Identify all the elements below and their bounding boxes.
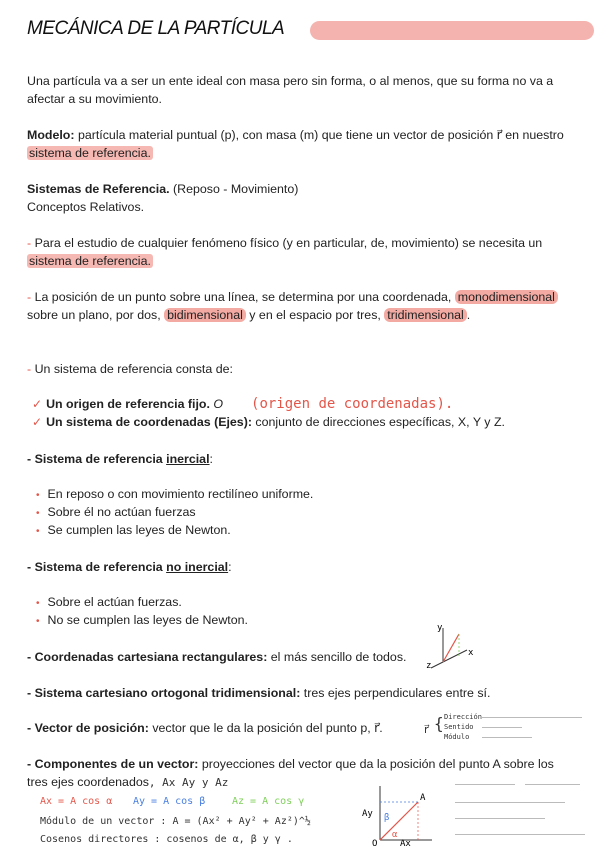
list-item-text: Sobre el actúan fuerzas. — [47, 595, 182, 609]
check-item-origen — [32, 395, 453, 413]
scribble-line — [455, 834, 585, 835]
bullet-icon: • — [36, 508, 40, 519]
estudio-text: Para el estudio de cualquier fenómeno físico (y en particular, de, movimiento) se necesita un — [34, 236, 543, 250]
origin-label: O — [372, 839, 378, 846]
modelo-paragraph — [27, 126, 572, 162]
consta-line — [27, 360, 572, 378]
check-ejes-text: conjunto de direcciones específicas, X, Y y Z. — [251, 415, 505, 429]
y-label: y — [437, 623, 443, 633]
list-item-text: Sobre él no actúan fuerzas — [47, 505, 196, 519]
check-item-ejes — [32, 413, 505, 431]
noinercial-heading — [27, 558, 572, 576]
sistemas-label: Sistemas de Referencia. — [27, 182, 170, 196]
posicion-text2: sobre un plano, por dos, — [27, 308, 165, 322]
components-diagram — [360, 780, 450, 846]
beta-label: β — [384, 813, 390, 823]
list-item — [36, 503, 196, 523]
page-title: MECÁNICA DE LA PARTÍCULA — [27, 18, 285, 39]
inercial-post: : — [209, 452, 213, 466]
componentes-handwritten: , Ax Ay y Az — [148, 776, 229, 789]
estudio-paragraph — [27, 234, 572, 270]
noinercial-underlined: no inercial — [166, 560, 229, 574]
consta-text: Un sistema de referencia consta de: — [34, 362, 233, 376]
check-icon: ✓ — [32, 415, 43, 429]
estudio-dash: - — [27, 236, 35, 250]
posicion-text1: La posición de un punto sobre una línea, se determina por una coordenada, — [34, 290, 455, 304]
formula-cosenos: Cosenos directores : cosenos de α, β y γ . — [40, 834, 293, 845]
brace-icon: { — [434, 714, 444, 733]
coord-text: el más sencillo de todos. — [267, 650, 407, 664]
list-item-text: Se cumplen las leyes de Newton. — [47, 523, 231, 537]
vector-text: vector que le da la posición del punto p, r⃗. — [148, 721, 383, 735]
inercial-heading — [27, 450, 572, 468]
scribble-line — [525, 784, 580, 785]
orto-label: - Sistema cartesiano ortogonal tridimensional: — [27, 686, 301, 700]
posicion-text3: y en el espacio por tres, — [245, 308, 385, 322]
componentes-label: - Componentes de un vector: — [27, 757, 199, 771]
posicion-paragraph — [27, 288, 572, 324]
list-item — [36, 485, 313, 505]
highlight-monodimensional: monodimensional — [455, 290, 558, 304]
scribble-line — [482, 737, 532, 738]
list-item — [36, 593, 182, 613]
bullet-icon: • — [36, 598, 40, 609]
coord-label: - Coordenadas cartesiana rectangulares: — [27, 650, 268, 664]
sistemas-paren: (Reposo - Movimiento) — [169, 182, 299, 196]
check-origen-label: Un origen de referencia fijo. — [46, 397, 214, 411]
list-item-text: En reposo o con movimiento rectilíneo uniforme. — [47, 487, 314, 501]
direccion-label: Dirección — [444, 713, 482, 721]
inercial-underlined: inercial — [166, 452, 210, 466]
noinercial-post: : — [228, 560, 232, 574]
orto-text: tres ejes perpendiculares entre sí. — [300, 686, 491, 700]
modelo-highlight: sistema de referencia. — [29, 146, 151, 160]
margin-notes — [455, 778, 595, 846]
formula-ay: Ay = A cos β — [133, 796, 206, 807]
coordenadas-line — [27, 648, 572, 666]
formula-modulo: Módulo de un vector : A = (Ax² + Ay² + Az²)^½ — [40, 816, 311, 827]
r-symbol: r⃗ — [424, 723, 429, 736]
intro-paragraph: Una partícula va a ser un ente ideal con masa pero sin forma, o al menos, que su forma no va a afectar a su movimiento. — [27, 74, 554, 106]
alpha-label: α — [392, 830, 398, 840]
posicion-dash: - — [27, 290, 35, 304]
posicion-text4: . — [466, 308, 471, 322]
origen-handwritten-note: (origen de coordenadas). — [251, 396, 454, 412]
check-icon: ✓ — [32, 397, 43, 411]
scribble-line — [455, 802, 565, 803]
highlight-tridimensional: tridimensional — [384, 308, 466, 322]
vector-label: - Vector de posición: — [27, 721, 149, 735]
bullet-icon: • — [36, 526, 40, 537]
scribble-line — [482, 717, 582, 718]
formula-ax: Ax = A cos α — [40, 796, 113, 807]
title-highlight-bar — [310, 21, 594, 40]
sentido-label: Sentido — [444, 723, 474, 731]
z-axis — [431, 662, 443, 668]
sistemas-line2: Conceptos Relativos. — [27, 200, 145, 214]
vector-properties-note — [424, 714, 594, 746]
highlight-bidimensional: bidimensional — [164, 308, 246, 322]
estudio-highlight: sistema de referencia. — [29, 254, 151, 268]
list-item — [36, 521, 231, 541]
a-label: A — [420, 793, 426, 803]
scribble-line — [455, 784, 515, 785]
z-label: z — [426, 661, 432, 671]
ay-label: Ay — [362, 809, 373, 819]
ortogonal-line — [27, 684, 572, 702]
modulo-label: Módulo — [444, 733, 470, 741]
list-item — [36, 611, 248, 631]
noinercial-pre: - Sistema de referencia — [27, 560, 167, 574]
modelo-label: Modelo: — [27, 128, 75, 142]
scribble-line — [482, 727, 522, 728]
vector-posicion-line — [27, 719, 422, 737]
consta-dash: - — [27, 362, 35, 376]
origin-symbol: O — [213, 397, 224, 411]
scribble-line — [455, 818, 545, 819]
inercial-pre: - Sistema de referencia — [27, 452, 167, 466]
bullet-icon: • — [36, 490, 40, 501]
bullet-icon: • — [36, 616, 40, 627]
modelo-text: partícula material puntual (p), con masa (m) que tiene un vector de posición r⃗ en nuestro — [74, 128, 564, 142]
componentes-text: proyecciones del vector que da la posición del punto A sobre los tres ejes coordenados — [27, 757, 554, 789]
formula-az: Az = A cos γ — [232, 796, 305, 807]
axes-sketch — [425, 622, 475, 672]
ax-label: Ax — [400, 839, 411, 846]
sistemas-heading — [27, 180, 572, 216]
x-label: x — [468, 648, 474, 658]
check-ejes-label: Un sistema de coordenadas (Ejes): — [46, 415, 252, 429]
list-item-text: No se cumplen las leyes de Newton. — [47, 613, 248, 627]
